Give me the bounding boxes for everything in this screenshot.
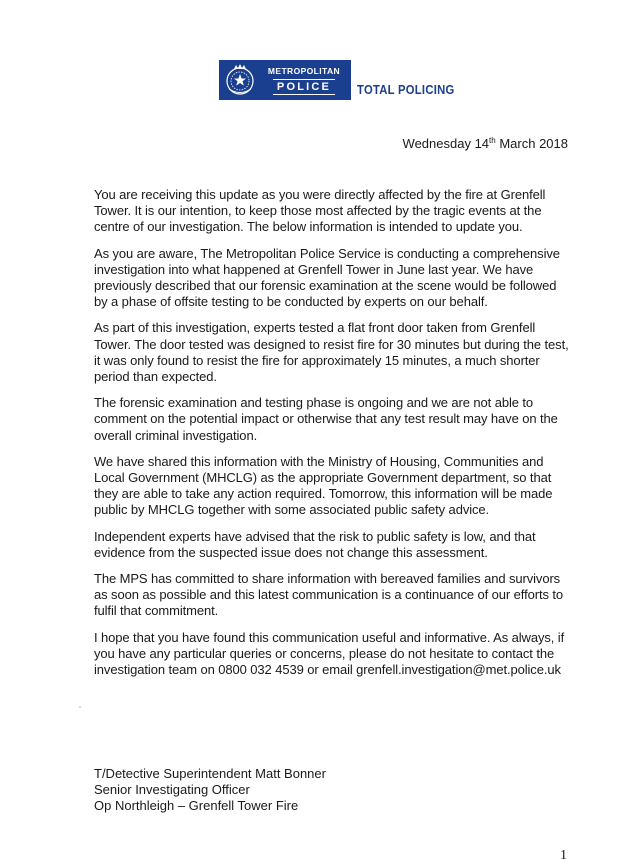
paragraph-4: The forensic examination and testing phase is ongoing and we are not able to comment on the potential impact or otherwise that any test result may have on the overall criminal investigation.: [94, 395, 558, 443]
logo-text: [261, 66, 347, 95]
paragraph-3: As part of this investigation, experts tested a flat front door taken from Grenfell Tower. The door tested was designed to resist fire for 30 minutes but during the test, it was only found to resist the fire for approximately 15 minutes, a much shorter period than expected.: [94, 320, 569, 385]
page-number: 1: [560, 848, 567, 863]
date-day: 14th: [474, 136, 496, 151]
met-police-logo: [219, 60, 351, 100]
signatory-role: Senior Investigating Officer: [94, 782, 250, 797]
operation-name: Op Northleigh – Grenfell Tower Fire: [94, 798, 299, 813]
paragraph-1: You are receiving this update as you were directly affected by the fire at Grenfell Tower. It is our intention, to keep those most affected by the tragic events at the centre of our investigation. The below information is intended to update you.: [94, 187, 546, 235]
tagline: TOTAL POLICING: [357, 83, 455, 97]
signatory-name: T/Detective Superintendent Matt Bonner: [94, 766, 326, 781]
crest-icon: [223, 63, 257, 97]
date-month-year: March 2018: [499, 136, 568, 151]
signature-block: [94, 766, 394, 814]
paragraph-7: The MPS has committed to share information with bereaved families and survivors as soon as possible and this latest communication is a continuance of our efforts to fulfil that commitment.: [94, 571, 564, 619]
paragraph-2: As you are aware, The Metropolitan Police Service is conducting a comprehensive investigation into what happened at Grenfell Tower in June last year. We have previously described that our forensic examination at the scene would be followed by a phase of offsite testing to be conducted by experts on our behalf.: [94, 245, 560, 310]
letter-date: [403, 136, 568, 151]
date-weekday: Wednesday: [402, 136, 471, 151]
paragraph-6: Independent experts have advised that the risk to public safety is low, and that evidence from the suspected issue does not change this assessment.: [94, 528, 536, 560]
paragraph-8: I hope that you have found this communication useful and informative. As always, if you have any particular queries or concerns, please do not hesitate to contact the investigation team on 0800 032 4539 or email grenfell.investigation@met.police.uk: [94, 629, 565, 678]
scan-speck: [79, 706, 81, 708]
logo-org-line2: POLICE: [273, 79, 335, 95]
paragraph-5: We have shared this information with the Ministry of Housing, Communities and Local Government (MHCLG) as the appropriate Government department, so that they are able to take any action required. Tomorrow, this information will be made public by MHCLG together with some associated public safety advice.: [94, 453, 553, 518]
letter-body: [94, 187, 572, 688]
logo-org-line1: METROPOLITAN: [267, 65, 341, 76]
date-day-suffix: th: [489, 136, 496, 145]
letterhead: [219, 60, 465, 100]
